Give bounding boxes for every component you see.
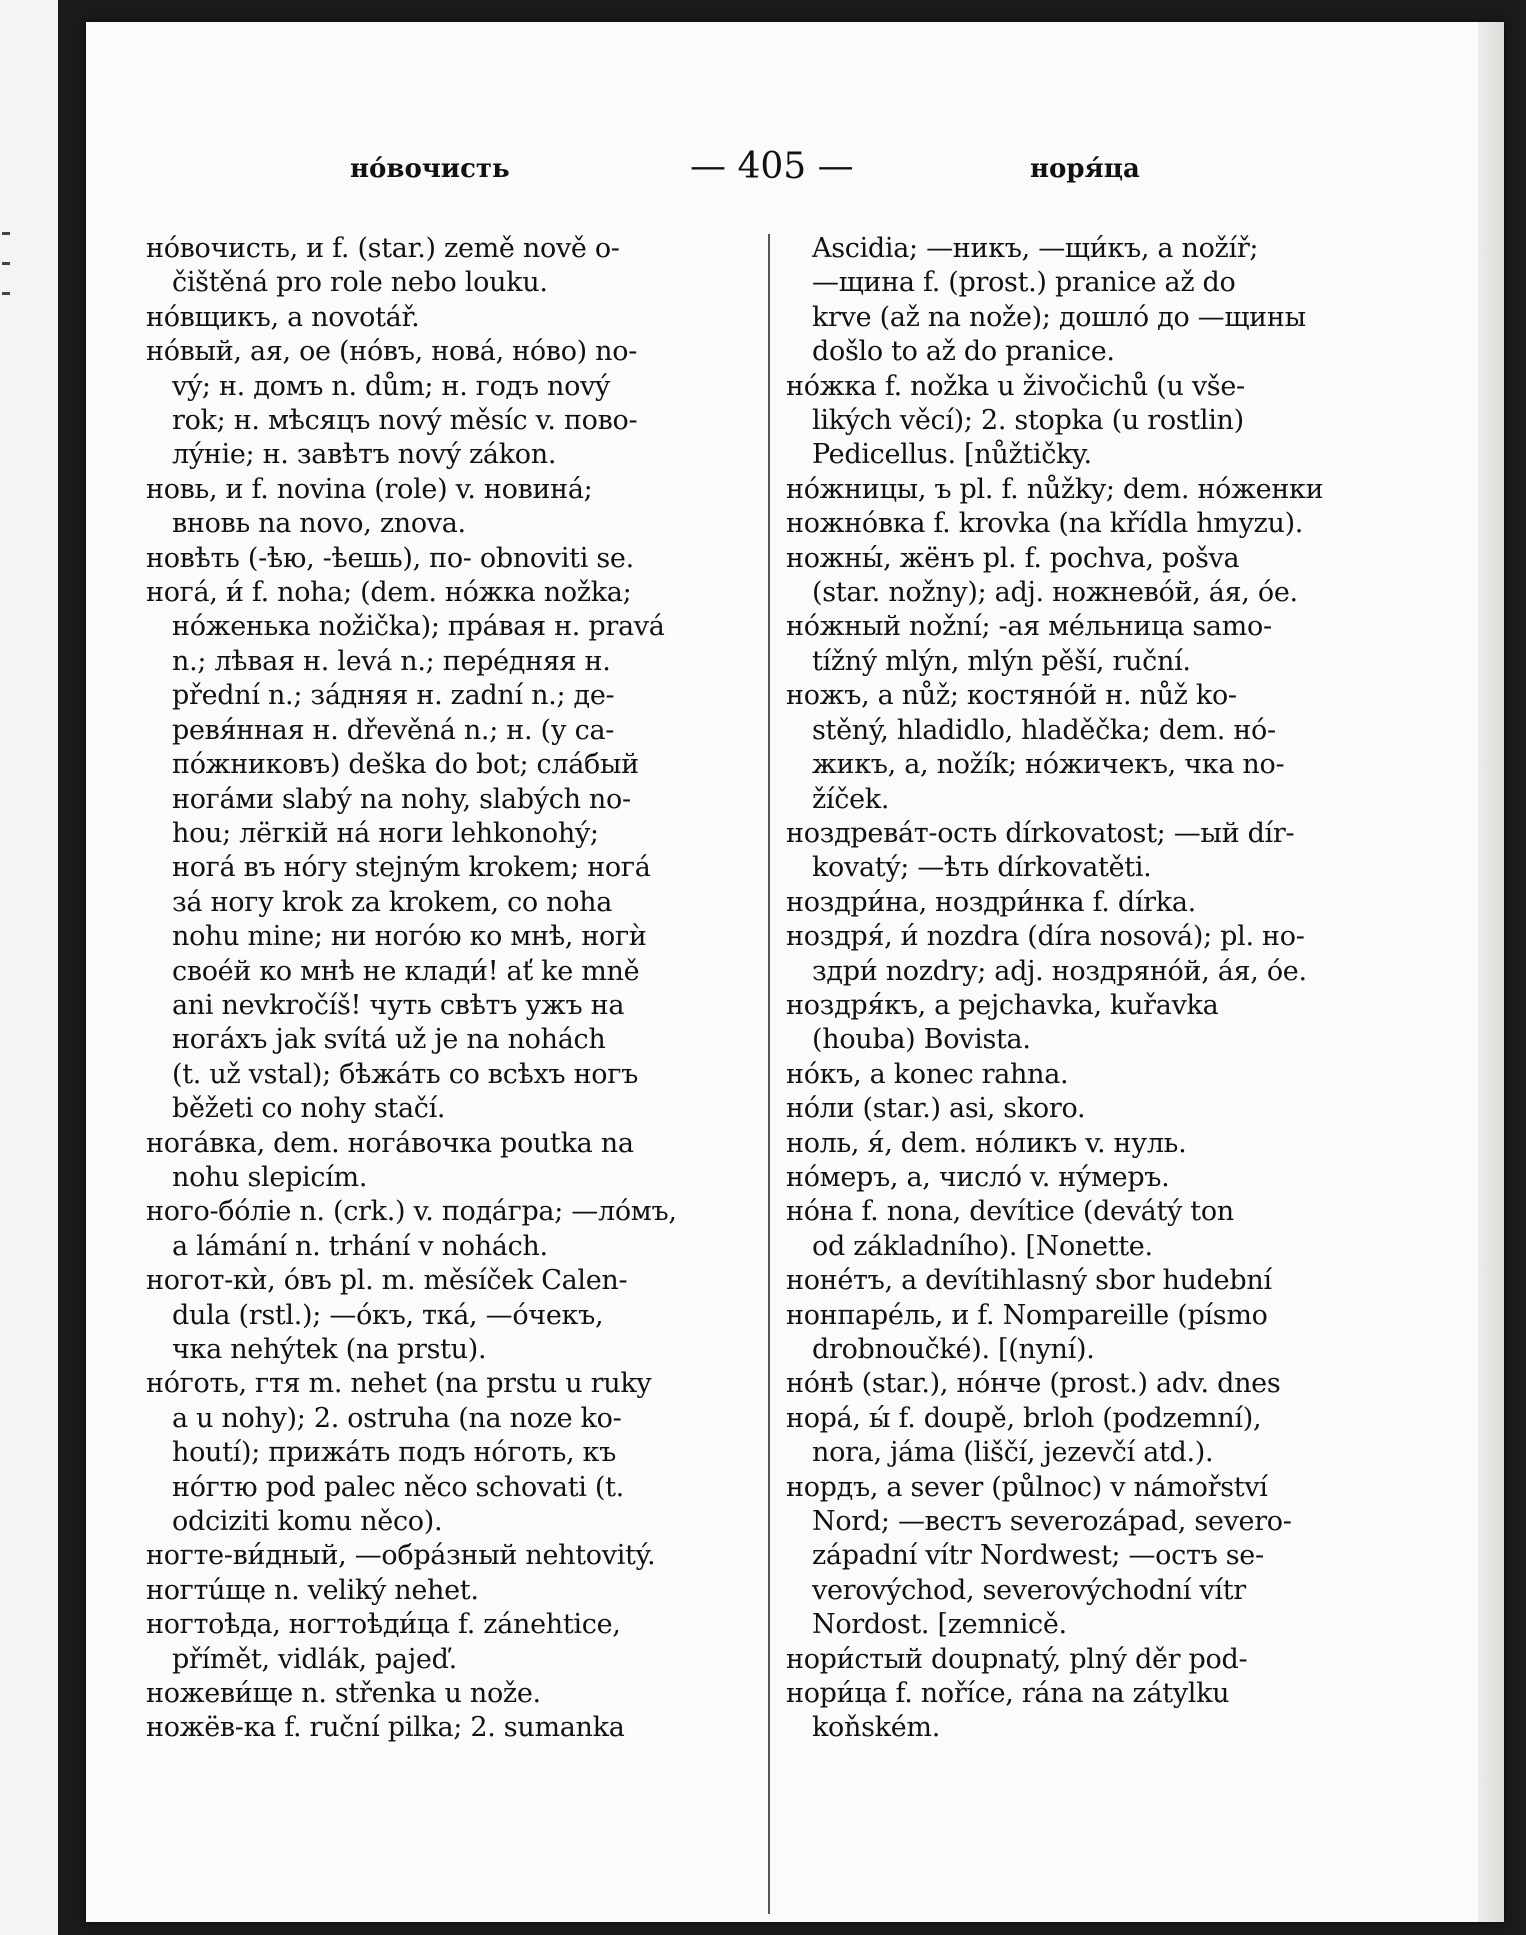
entry-line: stěný, hladidlo, hladěčka; dem. нó- [812, 714, 1276, 746]
entry-line: Ascidia; —никъ, —щи́къ, a nožíř; [812, 233, 1259, 264]
entry-line: a lámání n. trhání v nohách. [172, 1230, 548, 1262]
entry-line: нóгтю pod palec něco schovati (t. [172, 1471, 624, 1503]
entry-line: ani nevkročíš! чуть свѣтъ ужъ на [172, 989, 625, 1021]
entry-line: odciziti komu něco). [172, 1506, 443, 1538]
entry-line: норá, ы́ f. doupě, brloh (podzemní), [786, 1402, 1262, 1434]
page-edge-shadow [1478, 22, 1504, 1922]
entry-line: západní vítr Nordwest; —остъ se- [812, 1540, 1264, 1572]
entry-line: ногтúще n. veliký nehet. [146, 1574, 479, 1606]
entry-line: ногá въ нóгу stejným krokem; ногá [172, 852, 651, 884]
entry-line: došlo to až do pranice. [812, 336, 1115, 368]
entry-line: n.; лѣвая н. levá n.; перéдняя н. [172, 645, 611, 677]
entry-line: ногот-кѝ, óвъ pl. m. měsíček Calen- [146, 1265, 628, 1297]
entry-line: Nord; —вестъ severozápad, severo- [812, 1506, 1292, 1538]
right-column [786, 232, 1476, 1746]
entry-line: нóвый, ая, ое (нóвъ, новá, нóво) no- [146, 336, 638, 368]
entry-line: зá ногу krok za krokem, co noha [172, 886, 613, 918]
entry-line: ногтоѣда, ногтоѣди́ца f. zánehtice, [146, 1609, 621, 1641]
entry-line: нóмеръ, a, числó v. нýмеръ. [786, 1161, 1170, 1193]
margin-mark [2, 232, 10, 235]
page-number: — 405 — [690, 146, 854, 187]
entry-line: ножны́, жёнъ pl. f. pochva, pošva [786, 542, 1240, 574]
entry-line: ноздревáт-ость dírkovatost; —ый dír- [786, 817, 1295, 849]
entry-line: нóжный nožní; -ая мéльница samo- [786, 611, 1272, 643]
dictionary-page [86, 22, 1504, 1922]
entry-line: —щина f. (prost.) pranice až do [812, 267, 1236, 299]
entry-line: ревя́нная н. dřevěná n.; н. (у са- [172, 714, 615, 746]
entry-line: ногá, и́ f. noha; (dem. нóжка nožka; [146, 577, 632, 609]
entry-line: kovatý; —ѣть dírkovatěti. [812, 852, 1152, 884]
entry-line: nora, jáma (liščí, jezevčí atd.). [812, 1437, 1214, 1469]
entry-line: нонпарéль, и f. Nompareille (písmo [786, 1299, 1268, 1331]
entry-line: ногáми slabý na nohy, slabých no- [172, 783, 631, 815]
running-header [86, 126, 1504, 186]
previous-page-edge [0, 0, 58, 1935]
entry-line: (houba) Bovista. [812, 1024, 1031, 1056]
entry-line: od základního). [Nonette. [812, 1230, 1153, 1262]
entry-line: новѣть (-ѣю, -ѣешь), по- obnoviti se. [146, 542, 634, 574]
entry-line: nohu slepicím. [172, 1161, 368, 1193]
entry-line: лýнiе; н. завѣтъ nový zákon. [172, 439, 557, 471]
entry-line: вновь na novo, znova. [172, 508, 466, 540]
column-divider [768, 234, 770, 1914]
entry-line: нóжницы, ъ pl. f. nůžky; dem. нóженки [786, 473, 1324, 505]
entry-line: нори́стый doupnatý, plný děr pod- [786, 1643, 1248, 1675]
entry-line: ножъ, a nůž; костянóй н. nůž ko- [786, 680, 1237, 712]
entry-line: жикъ, a, nožík; нóжичекъ, чка no- [812, 749, 1285, 781]
entry-line: нори́ца f. noříce, rána na zátylku [786, 1678, 1230, 1710]
entry-line: ного-бóлiе n. (crk.) v. подáгра; —лóмъ, [146, 1196, 677, 1228]
entry-line: здри́ nozdry; adj. ноздрянóй, áя, óе. [812, 955, 1307, 987]
entry-line: (t. už vstal); бѣжáть со всѣхъ ногъ [172, 1058, 638, 1090]
entry-line: ноздря́, и́ nozdra (díra nosová); pl. но- [786, 921, 1305, 953]
entry-line: нонéтъ, a devítihlasný sbor hudební [786, 1265, 1272, 1297]
entry-line: ножеви́ще n. střenka u nože. [146, 1678, 541, 1710]
entry-line: přední n.; зáдняя н. zadní n.; де- [172, 680, 615, 712]
entry-line: ножёв-ка f. ruční pilka; 2. sumanka [146, 1712, 625, 1744]
entry-line: ножнóвка f. krovka (na křídla hmyzu). [786, 508, 1304, 540]
entry-line: koňském. [812, 1712, 940, 1744]
entry-line: Pedicellus. [nůžtičky. [812, 439, 1092, 471]
entry-line: běžeti co nohy stačí. [172, 1093, 446, 1125]
entry-line: verovýchod, severovýchodní vítr [812, 1574, 1246, 1606]
entry-line: dula (rstl.); —óкъ, ткá, —óчекъ, [172, 1299, 604, 1331]
margin-mark [2, 292, 10, 295]
entry-line: своéй ко мнѣ не клади́! ať ke mně [172, 955, 640, 987]
entry-line: tížný mlýn, mlýn pěší, ruční. [812, 645, 1191, 677]
entry-line: нóли (star.) asi, skoro. [786, 1093, 1086, 1125]
entry-line: ногáвка, dem. ногáвочка poutka na [146, 1127, 634, 1159]
entry-line: žíček. [812, 783, 890, 815]
entry-line: нóвщикъ, a novotář. [146, 301, 420, 333]
header-last-headword: норя́ца [1030, 154, 1140, 184]
entry-line: čištěná pro role nebo louku. [172, 267, 548, 299]
entry-line: нордъ, a sever (půlnoc) v námořství [786, 1471, 1268, 1503]
left-column [146, 232, 810, 1746]
entry-line: (star. nožny); adj. ножневóй, áя, óе. [812, 577, 1298, 609]
entry-line: нóнѣ (star.), нóнче (prost.) adv. dnes [786, 1368, 1281, 1400]
entry-line: a u nohy); 2. ostruha (na noze ko- [172, 1402, 622, 1434]
entry-line: vý; н. домъ n. dům; н. годъ nový [172, 370, 610, 402]
entry-line: нóготь, гтя m. nehet (na prstu u ruky [146, 1368, 652, 1400]
entry-line: нóвочисть, и f. (star.) země nově o- [146, 233, 620, 264]
entry-line: ногте-ви́дный, —обрáзный nehtovitý. [146, 1540, 656, 1572]
entry-line: ноздря́къ, a pejchavka, kuřavka [786, 989, 1219, 1021]
entry-line: drobnoučké). [(nyní). [812, 1334, 1095, 1365]
entry-line: пóжниковъ) deška do bot; слáбый [172, 749, 639, 781]
entry-line: Nordost. [zemnicě. [812, 1609, 1067, 1641]
header-first-headword: нóвочисть [350, 154, 510, 184]
entry-line: houtí); прижáть подъ нóготь, къ [172, 1437, 617, 1469]
entry-line: нóженька nožička); прáвая н. pravá [172, 611, 665, 643]
entry-line: přímět, vidlák, pajeď. [172, 1643, 457, 1675]
entry-line: ноздри́на, ноздри́нка f. dírka. [786, 886, 1196, 918]
entry-line: нóкъ, a konec rahna. [786, 1058, 1069, 1090]
entry-line: krve (až na nože); дошлó до —щины [812, 301, 1306, 333]
entry-line: чка nehýtek (na prstu). [172, 1334, 487, 1365]
entry-line: новь, и f. novina (role) v. новина́; [146, 473, 593, 505]
margin-mark [2, 262, 10, 265]
entry-line: nohu mine; ни ногóю ко мнѣ, ногѝ [172, 921, 647, 953]
entry-line: hou; лёгкій нá ноги lehkonohý; [172, 817, 599, 849]
entry-line: likých věcí); 2. stopka (u rostlin) [812, 405, 1244, 437]
entry-line: нóна f. nona, devítice (devátý ton [786, 1196, 1234, 1228]
entry-line: нóжка f. nožka u živočichů (u vše- [786, 370, 1245, 402]
entry-line: ноль, я́, dem. нóликъ v. нуль. [786, 1127, 1187, 1159]
entry-line: ногáхъ jak svítá už je na nohách [172, 1024, 606, 1056]
entry-line: rok; н. мѣсяцъ nový měsíc v. пово- [172, 405, 638, 437]
